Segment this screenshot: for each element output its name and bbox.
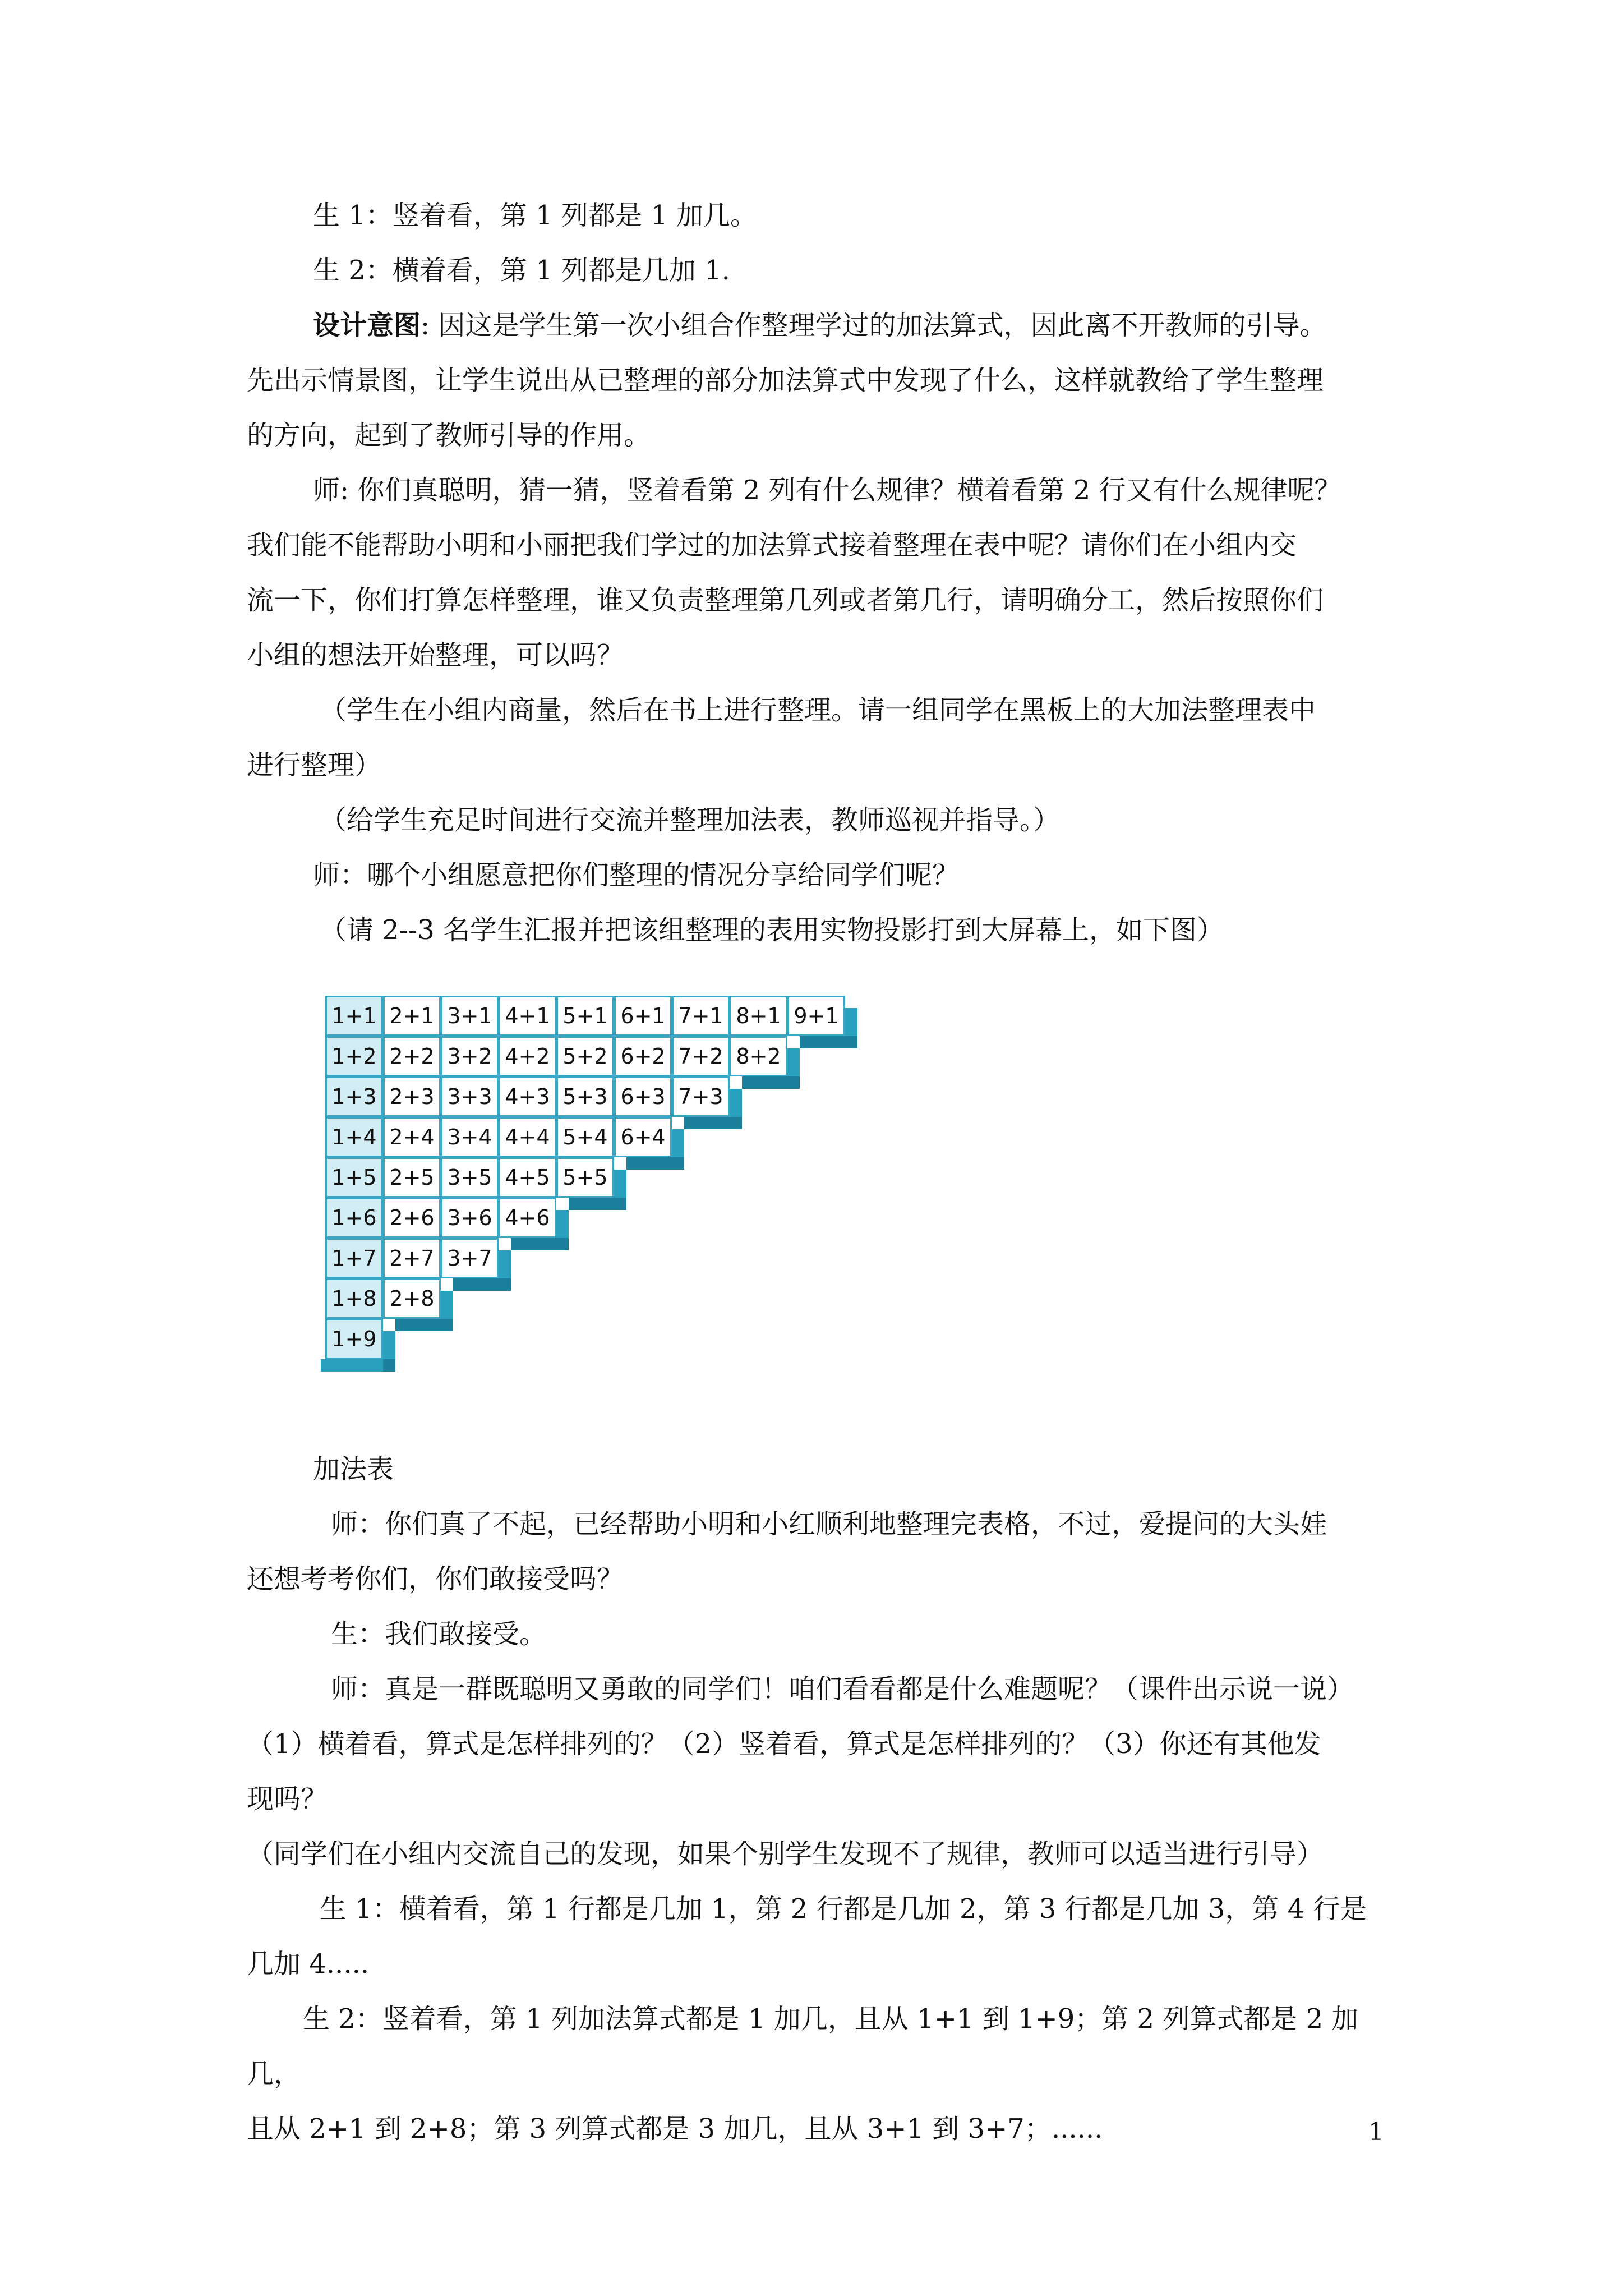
addition-cell: 1+2 [325, 1036, 383, 1076]
text-line: 生：我们敢接受。 [331, 1618, 547, 1650]
addition-cell: 4+6 [499, 1198, 556, 1238]
paragraph-s2-columns [247, 1991, 1402, 2156]
text-line: 师：你们真了不起，已经帮助小明和小红顺利地整理完表格，不过，爱提问的大头娃 [331, 1508, 1327, 1540]
addition-cell: 7+2 [672, 1036, 730, 1076]
paragraph-student-accept [247, 1607, 1402, 1662]
table-left-edge [321, 1359, 383, 1372]
design-intent-label: 设计意图 [313, 310, 421, 341]
text-line: 生 2：横着看，第 1 列都是几加 1. [313, 255, 730, 286]
addition-cell: 6+2 [614, 1036, 672, 1076]
table-step-ledge [684, 1117, 742, 1129]
paragraph-teacher-praise [247, 1497, 1402, 1607]
paragraph-give-time [247, 793, 1402, 848]
paragraph-student-discuss [247, 683, 1402, 793]
text-line: （同学们在小组内交流自己的发现，如果个别学生发现不了规律，教师可以适当进行引导） [247, 1838, 1324, 1870]
table-step-ledge [395, 1319, 453, 1331]
addition-cell: 4+3 [499, 1076, 556, 1117]
addition-cell: 5+4 [556, 1117, 614, 1157]
text-line: 的方向，起到了教师引导的作用。 [247, 420, 651, 451]
table-step-ledge [569, 1198, 626, 1210]
text-line: 生 1：横着看，第 1 行都是几加 1，第 2 行都是几加 2，第 3 行都是几加 3，第 4 行是 [320, 1893, 1367, 1925]
addition-table-figure [320, 990, 909, 1400]
text-line: 师：哪个小组愿意把你们整理的情况分享给同学们呢？ [313, 859, 960, 891]
addition-cell: 3+7 [441, 1238, 499, 1278]
paragraph-s2-horizontal [247, 243, 1402, 298]
table-step-ledge [453, 1278, 511, 1291]
addition-cell: 1+6 [325, 1198, 383, 1238]
addition-cell: 2+5 [383, 1157, 441, 1198]
addition-cell: 5+2 [556, 1036, 614, 1076]
table-step-ledge [626, 1157, 684, 1170]
paragraph-which-group [247, 848, 1402, 903]
addition-cell: 1+3 [325, 1076, 383, 1117]
addition-cell: 1+7 [325, 1238, 383, 1278]
text-line: （给学生充足时间进行交流并整理加法表，教师巡视并指导。） [320, 804, 1061, 836]
addition-cell: 5+1 [556, 996, 614, 1036]
addition-cell: 6+1 [614, 996, 672, 1036]
paragraph-questions [247, 1662, 1402, 1826]
text-line: （请 2--3 名学生汇报并把该组整理的表用实物投影打到大屏幕上，如下图） [320, 914, 1224, 946]
text-line: 小组的想法开始整理，可以吗？ [247, 639, 624, 671]
addition-cell: 1+9 [325, 1319, 383, 1359]
addition-cell: 2+8 [383, 1278, 441, 1319]
addition-cell: 1+4 [325, 1117, 383, 1157]
addition-cell: 1+8 [325, 1278, 383, 1319]
addition-cell: 7+1 [672, 996, 730, 1036]
text-line: 几加 4..... [247, 1948, 370, 1980]
text-line: 且从 2+1 到 2+8；第 3 列算式都是 3 加几，且从 3+1 到 3+7；...... [247, 2113, 1103, 2145]
addition-cell: 2+2 [383, 1036, 441, 1076]
text-line: 先出示情景图，让学生说出从已整理的部分加法算式中发现了什么，这样就教给了学生整理 [247, 365, 1324, 396]
paragraph-report [247, 903, 1402, 958]
addition-cell: 3+1 [441, 996, 499, 1036]
table-step-ledge [511, 1238, 569, 1250]
addition-cell: 4+5 [499, 1157, 556, 1198]
addition-cell: 2+4 [383, 1117, 441, 1157]
text-line: : 因这是学生第一次小组合作整理学过的加法算式，因此离不开教师的引导。 [421, 310, 1327, 341]
addition-cell: 4+2 [499, 1036, 556, 1076]
text-line: 生 1：竖着看，第 1 列都是 1 加几。 [313, 200, 757, 231]
table-step-ledge [800, 1036, 857, 1048]
table-step-ledge [742, 1076, 800, 1089]
paragraph-group-exchange [247, 1826, 1402, 1881]
text-line: 师：真是一群既聪明又勇敢的同学们！咱们看看都是什么难题呢？（课件出示说一说） [331, 1673, 1354, 1705]
caption-text: 加法表 [313, 1453, 394, 1485]
paragraph-design-intent [247, 298, 1402, 463]
paragraph-s1-rows [247, 1881, 1402, 1991]
addition-cell: 4+4 [499, 1117, 556, 1157]
addition-cell: 6+4 [614, 1117, 672, 1157]
addition-cell: 3+6 [441, 1198, 499, 1238]
addition-cell: 9+1 [787, 996, 845, 1036]
text-line: 流一下，你们打算怎样整理，谁又负责整理第几列或者第几行，请明确分工，然后按照你们 [247, 585, 1324, 616]
addition-cell: 6+3 [614, 1076, 672, 1117]
addition-cell: 2+6 [383, 1198, 441, 1238]
addition-cell: 2+7 [383, 1238, 441, 1278]
addition-cell: 2+3 [383, 1076, 441, 1117]
addition-cell: 1+5 [325, 1157, 383, 1198]
addition-cell: 3+3 [441, 1076, 499, 1117]
addition-cell: 7+3 [672, 1076, 730, 1117]
text-line: 现吗？ [247, 1783, 328, 1815]
text-line: （1）横着看，算式是怎样排列的？（2）竖着看，算式是怎样排列的？（3）你还有其他发 [247, 1728, 1321, 1760]
addition-cell: 4+1 [499, 996, 556, 1036]
addition-cell: 3+4 [441, 1117, 499, 1157]
text-line: 还想考考你们，你们敢接受吗？ [247, 1563, 624, 1595]
addition-cell: 5+5 [556, 1157, 614, 1198]
addition-cell: 8+2 [730, 1036, 787, 1076]
text-line: 我们能不能帮助小明和小丽把我们学过的加法算式接着整理在表中呢？请你们在小组内交 [247, 530, 1297, 561]
addition-cell: 5+3 [556, 1076, 614, 1117]
text-line: 进行整理） [247, 749, 382, 781]
figure-caption [247, 1442, 1402, 1497]
text-line: 师: 你们真聪明，猜一猜，竖着看第 2 列有什么规律？横着看第 2 行又有什么规律呢？ [313, 475, 1341, 506]
page-number: 1 [1368, 2118, 1384, 2146]
addition-cell: 1+1 [325, 996, 383, 1036]
addition-cell: 3+5 [441, 1157, 499, 1198]
addition-cell: 3+2 [441, 1036, 499, 1076]
text-line: 生 2：竖着看，第 1 列加法算式都是 1 加几，且从 1+1 到 1+9；第 2 列算式都是 2 加几， [247, 2003, 1359, 2090]
text-line: （学生在小组内商量，然后在书上进行整理。请一组同学在黑板上的大加法整理表中 [320, 694, 1316, 726]
addition-cell: 8+1 [730, 996, 787, 1036]
addition-cell: 2+1 [383, 996, 441, 1036]
paragraph-teacher-question [247, 463, 1402, 683]
paragraph-s1-vertical [247, 188, 1402, 243]
